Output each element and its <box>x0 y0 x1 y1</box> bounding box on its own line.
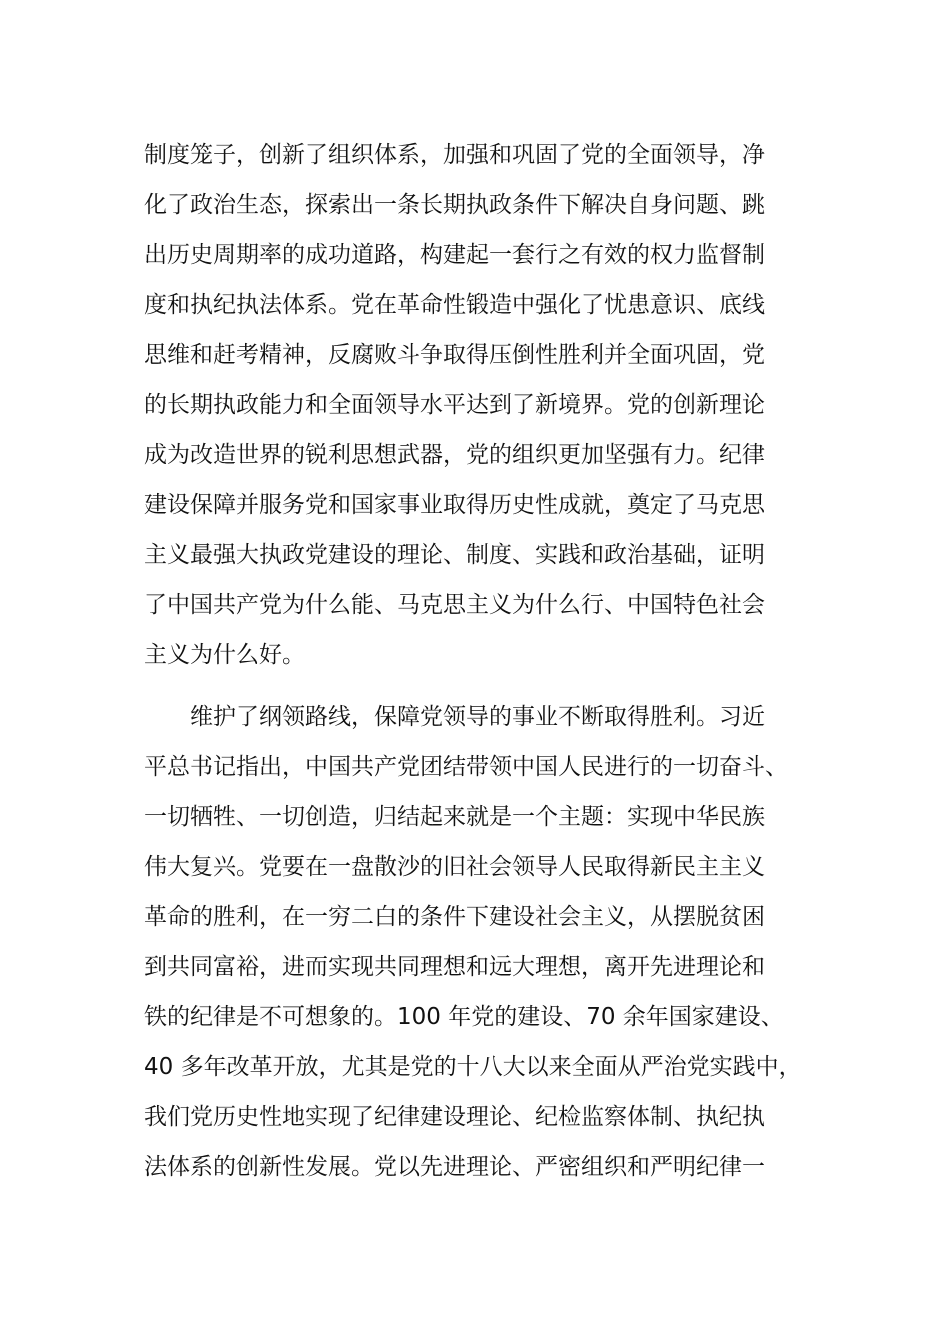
text-line: 平总书记指出，中国共产党团结带领中国人民进行的一切奋斗、 <box>144 754 788 780</box>
paragraph-1 <box>144 130 816 680</box>
text-line: 思维和赶考精神，反腐败斗争取得压倒性胜利并全面巩固，党 <box>144 342 765 368</box>
text-line: 建设保障并服务党和国家事业取得历史性成就，奠定了马克思 <box>144 492 765 518</box>
text-line: 成为改造世界的锐利思想武器，党的组织更加坚强有力。纪律 <box>144 442 765 468</box>
text-line: 40 多年改革开放，尤其是党的十八大以来全面从严治党实践中， <box>144 1054 802 1080</box>
text-line: 主义为什么好。 <box>144 642 305 668</box>
text-line: 化了政治生态，探索出一条长期执政条件下解决自身问题、跳 <box>144 192 765 218</box>
text-line: 到共同富裕，进而实现共同理想和远大理想，离开先进理论和 <box>144 954 765 980</box>
paragraph-spacer <box>144 680 816 692</box>
text-line: 一切牺牲、一切创造，归结起来就是一个主题：实现中华民族 <box>144 804 765 830</box>
text-line: 维护了纲领路线，保障党领导的事业不断取得胜利。习近 <box>144 704 765 730</box>
text-line: 了中国共产党为什么能、马克思主义为什么行、中国特色社会 <box>144 592 765 618</box>
text-line: 我们党历史性地实现了纪律建设理论、纪检监察体制、执纪执 <box>144 1104 765 1130</box>
text-line: 革命的胜利，在一穷二白的条件下建设社会主义，从摆脱贫困 <box>144 904 765 930</box>
text-line: 伟大复兴。党要在一盘散沙的旧社会领导人民取得新民主主义 <box>144 854 765 880</box>
text-line: 铁的纪律是不可想象的。100 年党的建设、70 余年国家建设、 <box>144 1004 784 1030</box>
paragraph-2 <box>144 692 816 1192</box>
text-line: 法体系的创新性发展。党以先进理论、严密组织和严明纪律一 <box>144 1154 765 1180</box>
text-line: 度和执纪执法体系。党在革命性锻造中强化了忧患意识、底线 <box>144 292 765 318</box>
text-line: 出历史周期率的成功道路，构建起一套行之有效的权力监督制 <box>144 242 765 268</box>
text-line: 主义最强大执政党建设的理论、制度、实践和政治基础，证明 <box>144 542 765 568</box>
text-line: 制度笼子，创新了组织体系，加强和巩固了党的全面领导，净 <box>144 142 765 168</box>
document-body <box>144 130 816 1192</box>
text-line: 的长期执政能力和全面领导水平达到了新境界。党的创新理论 <box>144 392 765 418</box>
